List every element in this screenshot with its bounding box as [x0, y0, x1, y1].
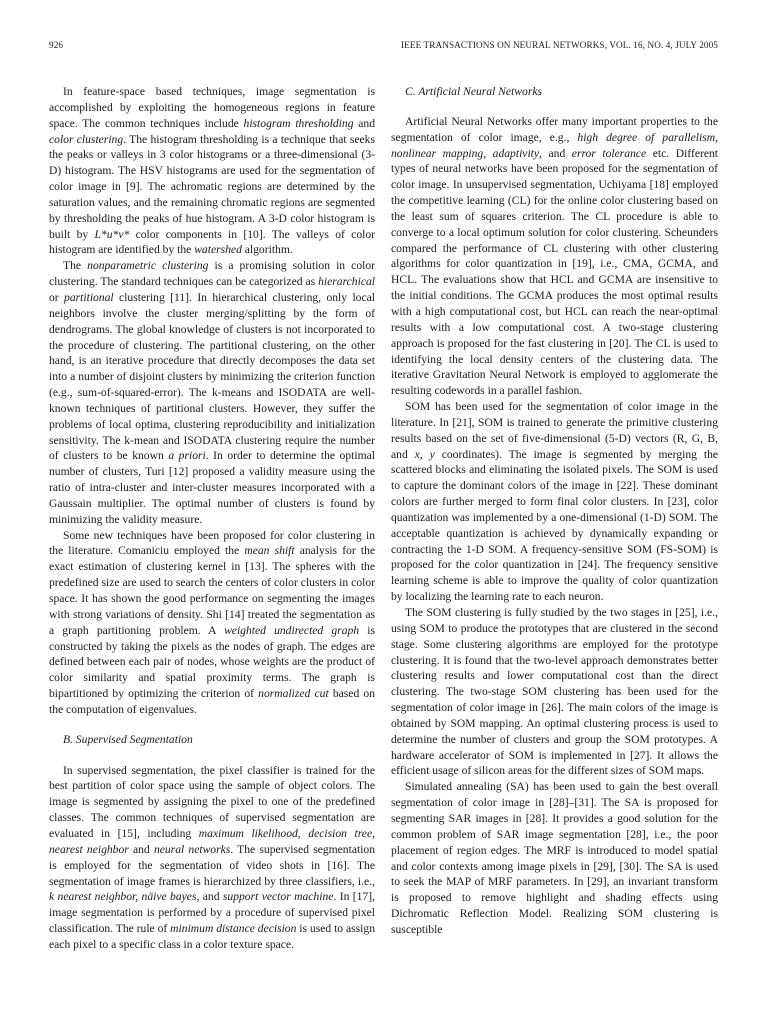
- paragraph-simulated-annealing: Simulated annealing (SA) has been used to gain the best overall segmentation of color image in [28]–[31]. The SA is proposed for segmenting SAR images in [28]. It provides a good solution for the common problem of SAR image segmentation [28], i.e., the poor placement of region edges. The MRF is introduced to model spatial and color contexts among image pixels in [29], [30]. The SA is used to seek the MAP of MRF parameters. In [29], an invariant transform is proposed to remove highlight and shading effects using Dichromatic Reflection Model. Realizing SOM clustering is susceptible: [391, 780, 718, 936]
- paragraph-new-techniques: Some new techniques have been proposed for color clustering in the literature. Comaniciu employed the mean shift analysis for the exact estimation of clustering kernel in [13]. The spheres with the predefined size are used to search the centers of color clusters in color space. It has shown the good performance on segmenting the images with strong variations of density. Shi [14] treated the segmentation as a graph partitioning problem. A weighted undirected graph is constructed by taking the pixels as the nodes of graph. The edges are defined between each pair of nodes, whose weights are the product of color similarity and spatial proximity terms. The graph is bipartitioned by optimizing the criterion of normalized cut based on the computation of eigenvalues.: [49, 528, 376, 716]
- paragraph-feature-space: In feature-space based techniques, image segmentation is accomplished by exploiting the homogeneous regions in feature space. The common techniques include histogram thresholding and color clustering. The histogram thresholding is a technique that seeks the peaks or valleys in 3 color histograms or a three-dimensional (3-D) histogram. The HSV histograms are used for the segmentation of color image in [9]. The achromatic regions are determined by the saturation values, and the remaining chromatic regions are segmented by thresholding the peaks of hue histogram. A 3-D color histogram is built by L*u*v* color components in [10]. The valleys of color histogram are identified by the watershed algorithm.: [49, 85, 375, 257]
- section-heading-supervised: B. Supervised Segmentation: [63, 732, 193, 746]
- page-number: 926: [49, 40, 64, 50]
- left-column: [49, 84, 375, 953]
- paragraph-ann-properties: Artificial Neural Networks offer many important properties to the segmentation of color image, e.g., high degree of parallelism, nonlinear mapping, adaptivity, and error tolerance etc. Different types of neural networks have been proposed for the segmentation of color image. In unsupervised segmentation, Uchiyama [18] employed the competitive learning (CL) for the online color clustering based on the least sum of squares criterion. The CL procedure is able to converge to a local optimum solution for color clustering. Scheunders compared the performance of CL clustering with other clustering algorithms for color quantization in [19], i.e., CMA, GCMA, and HCL. The evaluations show that HCL and GCMA are insensitive to the initial conditions. The GCMA produces the most optimal results with a high computational cost, but HCL can reach the near-optimal results with a low computational cost. A two-stage clustering approach is proposed for the fast clustering in [20]. The CL is used to identifying the local density centers of the clustering data. The iterative Gravitation Neural Network is employed to agglomerate the resulting codewords in a parallel fashion.: [391, 114, 719, 398]
- paragraph-som-two-stage: The SOM clustering is fully studied by the two stages in [25], i.e., using SOM to produce the prototypes that are clustered in the second stage. Some clustering algorithms are employed for the prototype clustering. It is found that the two-level approach demonstrates better clustering results and lower computational cost than the direct clustering. The two-stage SOM clustering has been used for the segmentation of color image in [26]. The main colors of the image is obtained by SOM mapping. An optimal clustering process is used to determine the number of clusters and group the SOM prototypes. A hardware accelerator of SOM is implemented in [27]. It allows the efficient usage of silicon areas for the different sizes of SOM maps.: [391, 606, 718, 778]
- paragraph-supervised-segmentation: In supervised segmentation, the pixel classifier is trained for the best partition of color space using the sample of object colors. The image is segmented by assigning the pixel to one of the predefined classes. The common techniques of supervised segmentation are evaluated in [15], including maximum likelihood, decision tree, nearest neighbor and neural networks. The supervised segmentation is employed for the segmentation of video shots in [16]. The segmentation of image frames is hierarchized by three classifiers, i.e., k nearest neighbor, näive bayes, and support vector machine. In [17], image segmentation is performed by a procedure of supervised pixel classification. The rule of minimum distance decision is used to assign each pixel to a specific class in a color texture space.: [49, 763, 376, 951]
- section-heading-neural-networks: C. Artificial Neural Networks: [405, 85, 542, 98]
- right-column: [391, 84, 718, 938]
- journal-title: IEEE TRANSACTIONS ON NEURAL NETWORKS, VOL. 16, NO. 4, JULY 2005: [401, 40, 718, 50]
- paragraph-nonparametric-clustering: The nonparametric clustering is a promising solution in color clustering. The standard techniques can be categorized as hierarchical or partitional clustering [11]. In hierarchical clustering, only local neighbors involve the cluster merging/splitting by the form of dendrograms. The global knowledge of clusters is not incorporated to the procedure of clustering. The partitional clustering, on the other hand, is an iterative procedure that directly decomposes the data set into a number of disjoint clusters by minimizing the criterion function (e.g., sum-of-squared-error). The k-means and ISODATA are well-known techniques of partitional clusters. However, they suffer the problems of local optima, clustering reproducibility and initialization sensitivity. The k-mean and ISODATA clustering require the number of clusters to be known a priori. In order to determine the optimal number of clusters, Turi [12] proposed a validity measure using the ratio of intra-cluster and inter-cluster measures incorporated with a Gaussain multiplier. The optimal number of clusters is found by minimizing the validity measure.: [49, 259, 375, 526]
- paragraph-som-segmentation: SOM has been used for the segmentation of color image in the literature. In [21], SOM is trained to generate the primitive clustering results based on the set of five-dimensional (5-D) vectors (R, G, B, and x, y coordinates). The image is segmented by merging the scattered blocks and eliminating the isolated pixels. The SOM is used to capture the dominant colors of the image in [22]. These dominant colors are further merged to form final color clusters. In [23], color quantization was implemented by a one-dimensional (1-D) SOM. The acceptable quantization is achieved by dynamically expanding or contracting the 1-D SOM. A frequency-sensitive SOM (FS-SOM) is proposed for the color quantization in [24]. The frequency sensitive learning scheme is able to improve the quality of color quantization by localizing the learning rate to each neuron.: [391, 400, 719, 604]
- running-head: [49, 40, 718, 54]
